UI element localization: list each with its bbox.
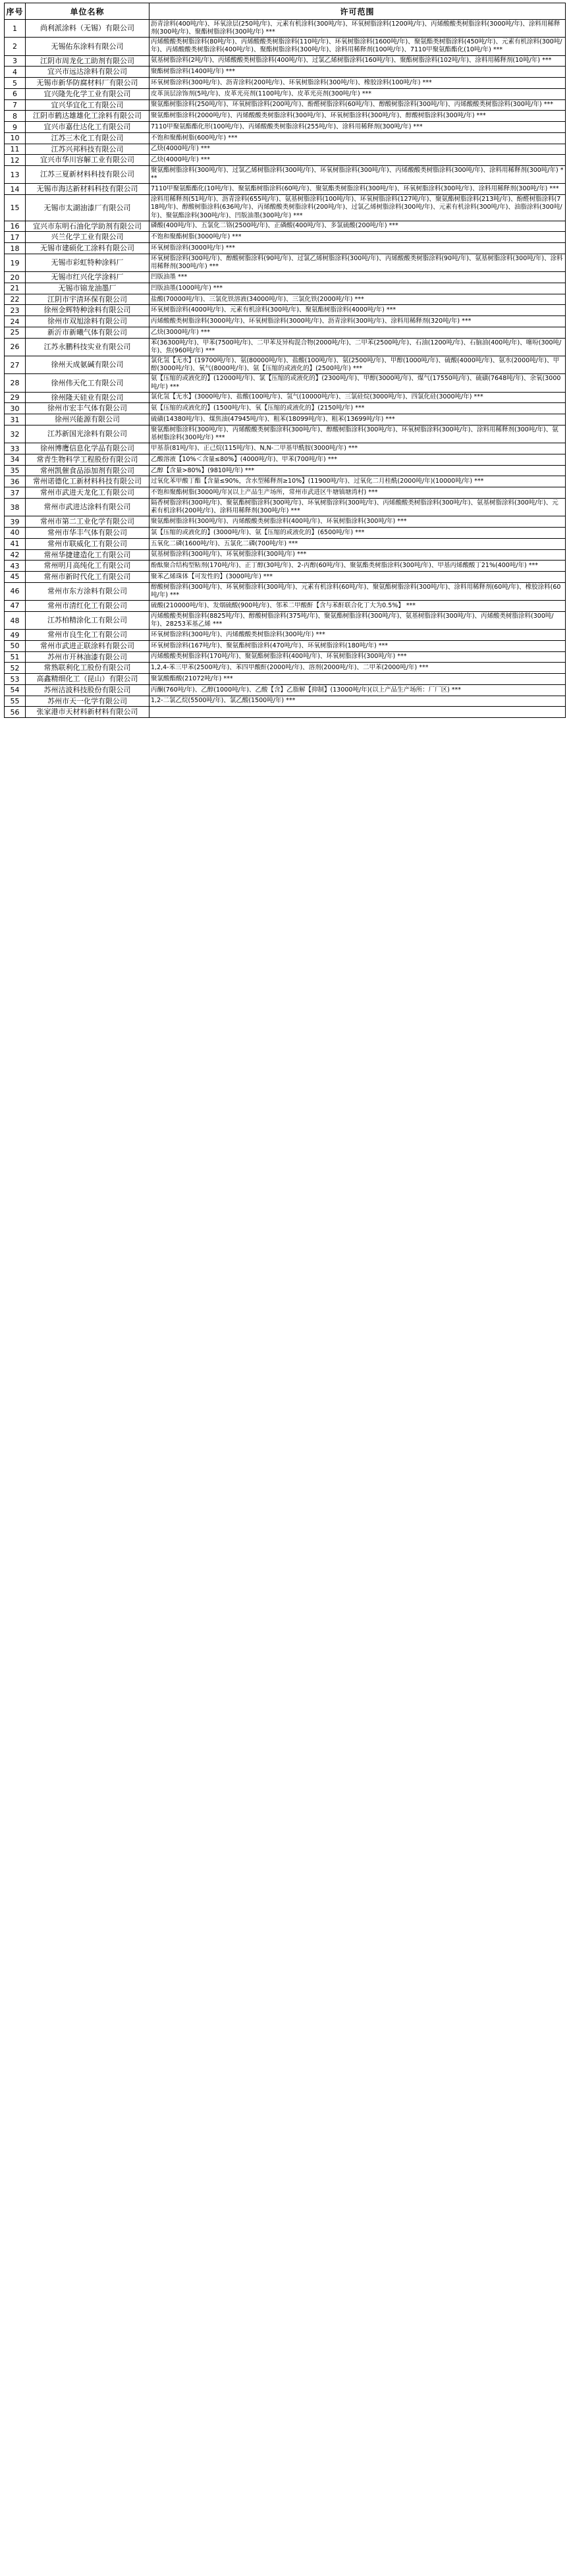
table-row xyxy=(5,601,566,612)
table-row xyxy=(5,195,566,221)
row-index: 3 xyxy=(5,55,26,67)
row-license-scope: 丙烯酸酸类树脂涂料(170吨/年)、聚氨酯树脂涂料(400吨/年)、环氧树脂涂料(300吨/年) *** xyxy=(149,651,566,663)
row-company-name: 苏州市天一化学有限公司 xyxy=(26,696,149,707)
column-header-company: 单位名称 xyxy=(26,3,149,20)
row-index: 28 xyxy=(5,374,26,392)
row-license-scope: 醇酸树脂涂料(300吨/年)、环氧树脂涂料(300吨/年)、元素有机涂料(60吨/年)、聚氨酯树脂涂料(300吨/年)、涂料用稀释剂(60吨/年)、橡胶涂料(60吨/年) *** xyxy=(149,582,566,600)
row-index: 7 xyxy=(5,99,26,111)
row-license-scope: 环氧树脂涂料(300吨/年)、沥青涂料(200吨/年)、环氧树脂涂料(300吨/年)、橡胶涂料(100吨/年) *** xyxy=(149,78,566,89)
row-index: 23 xyxy=(5,305,26,316)
row-index: 52 xyxy=(5,663,26,674)
table-row xyxy=(5,707,566,718)
row-index: 54 xyxy=(5,684,26,696)
row-license-scope: 过氧化苯甲酸丁酯【含量≤90%，含水型稀释剂≥10%】(11900吨/年)、过氧化二月桂酰(2000吨/年)(10000吨/年) *** xyxy=(149,476,566,487)
table-row xyxy=(5,316,566,327)
row-company-name: 江阴市周龙化工助剂有限公司 xyxy=(26,55,149,67)
table-row xyxy=(5,487,566,499)
document-page xyxy=(0,3,569,718)
table-row xyxy=(5,305,566,316)
row-index: 16 xyxy=(5,221,26,232)
row-index: 34 xyxy=(5,454,26,465)
row-license-scope: 氯化氢【无水】(19700吨/年)、氨(80000吨/年)、盐酸(100吨/年)、氨(2500吨/年)、甲醇(1000吨/年)、硫酸(4000吨/年)、氨水(2000吨/年)、甲醇(3000吨/年)、氧气(8000吨/年)、氨【压缩的或液化的】(2500吨/年) *** xyxy=(149,356,566,374)
table-row xyxy=(5,630,566,641)
row-license-scope: 沥青涂料(400吨/年)、环氧涂层(250吨/年)、元素有机涂料(300吨/年)、环氧树脂涂料(1200吨/年)、丙烯酸酸类树脂涂料(3000吨/年)、涂料用稀释剂(300吨/年)、聚酯树脂涂料(300吨/年) *** xyxy=(149,20,566,38)
row-company-name: 徐州伟天化工有限公司 xyxy=(26,374,149,392)
row-company-name: 常州市第二工业化学有限公司 xyxy=(26,516,149,528)
table-row xyxy=(5,338,566,356)
row-company-name: 无锡市红兴化学涂料厂 xyxy=(26,272,149,283)
row-license-scope: 聚氯酸酯酸(21072吨/年) *** xyxy=(149,674,566,685)
row-company-name: 无锡市建硕化工涂料有限公司 xyxy=(26,243,149,254)
row-company-name: 常熟联利化工股份有限公司 xyxy=(26,663,149,674)
row-index: 4 xyxy=(5,67,26,78)
row-index: 50 xyxy=(5,640,26,651)
row-index: 15 xyxy=(5,195,26,221)
row-license-scope: 聚苯乙烯珠体【可发性的】(3000吨/年) *** xyxy=(149,572,566,583)
row-company-name: 徐州兴能源有限公司 xyxy=(26,414,149,425)
row-index: 33 xyxy=(5,443,26,454)
row-license-scope: 隔香树脂涂料(300吨/年)、聚氨酯树脂涂料(300吨/年)、环氧树脂涂料(300吨/年)、丙烯酸酸类树脂涂料(300吨/年)、氨基树脂涂料(300吨/年)、元素有机涂料(200吨/年)、涂料用稀释剂(300吨/年) *** xyxy=(149,498,566,516)
row-company-name: 江苏永鹏科技实业有限公司 xyxy=(26,338,149,356)
row-license-scope: 乙炔(3000吨/年) *** xyxy=(149,327,566,338)
row-license-scope: 聚氨酯树脂涂料(300吨/年)、丙烯酸酸类树脂涂料(300吨/年)、醇酸树脂涂料(300吨/年)、环氧树脂涂料(300吨/年)、涂料用稀释剂(300吨/年)、氨基树脂涂料(300吨/年) *** xyxy=(149,425,566,443)
table-row xyxy=(5,651,566,663)
table-row xyxy=(5,663,566,674)
row-license-scope: 硫磺(14380吨/年)、煤焦油(47945吨/年)、粗苯(18099吨/年)、粗苯(13699吨/年) *** xyxy=(149,414,566,425)
row-company-name: 常州凯催食品添加剂有限公司 xyxy=(26,465,149,476)
row-company-name: 宜兴市嘉仕达化工有限公司 xyxy=(26,122,149,133)
table-row xyxy=(5,283,566,294)
row-index: 30 xyxy=(5,403,26,414)
table-row xyxy=(5,78,566,89)
table-body xyxy=(5,20,566,718)
row-license-scope: 不饱和聚酯树脂(3000吨/年)(以上产品生产场所，常州市武进区牛塘镇塘湾村) *** xyxy=(149,487,566,499)
table-row xyxy=(5,414,566,425)
row-company-name: 常州市良生化工有限公司 xyxy=(26,630,149,641)
table-row xyxy=(5,403,566,414)
table-row xyxy=(5,582,566,600)
row-index: 22 xyxy=(5,294,26,305)
table-row xyxy=(5,88,566,99)
table-row xyxy=(5,272,566,283)
row-company-name: 常州市武进正联涂料有限公司 xyxy=(26,640,149,651)
row-company-name: 徐州市双旭涂料有限公司 xyxy=(26,316,149,327)
row-company-name: 尚利派涂料（无锡）有限公司 xyxy=(26,20,149,38)
row-company-name: 宜兴市华川容解工业有限公司 xyxy=(26,155,149,166)
table-row xyxy=(5,38,566,55)
table-row xyxy=(5,294,566,305)
row-index: 35 xyxy=(5,465,26,476)
row-license-scope: 磷酸(400吨/年)、五氯化二铬(2500吨/年)、正磷酸(400吨/年)、多氯硫酸(200吨/年) *** xyxy=(149,221,566,232)
row-license-scope: 凹版油墨 *** xyxy=(149,272,566,283)
row-company-name: 无锡市海达新材料科技有限公司 xyxy=(26,184,149,195)
row-index: 24 xyxy=(5,316,26,327)
table-row xyxy=(5,232,566,243)
table-row xyxy=(5,356,566,374)
row-company-name: 江苏新国光涂料有限公司 xyxy=(26,425,149,443)
row-index: 45 xyxy=(5,572,26,583)
table-header-row xyxy=(5,3,566,20)
table-row xyxy=(5,674,566,685)
row-license-scope: 不饱和聚酯树脂(600吨/年) *** xyxy=(149,132,566,144)
table-row xyxy=(5,392,566,403)
table-row xyxy=(5,572,566,583)
row-index: 26 xyxy=(5,338,26,356)
row-index: 29 xyxy=(5,392,26,403)
row-license-scope: 涂料用稀释剂(51吨/年)、沥青涂料(655吨/年)、氨基树脂涂料(100吨/年)、环氧树脂涂料(127吨/年)、聚氨酯树脂涂料(213吨/年)、酚醛树脂涂料(718吨/年)、醇酸树脂涂料(636吨/年)、丙烯酸酸类树脂涂料(200吨/年)、过氯乙烯树脂涂料(300吨/年)、元素有机涂料(300吨/年)、油脂涂料(300吨/年)、聚氨酯涂料(300吨/年)、凹版油墨(300吨/年) *** xyxy=(149,195,566,221)
row-index: 46 xyxy=(5,582,26,600)
table-row xyxy=(5,425,566,443)
row-index: 53 xyxy=(5,674,26,685)
row-index: 10 xyxy=(5,132,26,144)
row-company-name: 江苏三木化工有限公司 xyxy=(26,132,149,144)
row-company-name: 常州市联威化工有限公司 xyxy=(26,538,149,549)
row-index: 39 xyxy=(5,516,26,528)
table-row xyxy=(5,184,566,195)
table-row xyxy=(5,327,566,338)
row-license-scope: 7110甲聚氨酯酯化形(100吨/年)、丙烯酸酸类树脂涂料(255吨/年)、涂料用稀释剂(300吨/年) *** xyxy=(149,122,566,133)
row-license-scope: 丙烯酸酸类树脂涂料(80吨/年)、丙烯酸酸类树脂涂料(110吨/年)、环氧树脂涂料(1600吨/年)、聚氨酯类树脂涂料(450吨/年)、元素有机涂料(300吨/年)、丙烯酸酸类树脂涂料(400吨/年)、聚酯树脂涂料(300吨/年)、涂料用稀释剂(100吨/年)、7110甲聚氨酯酯化(10吨/年) *** xyxy=(149,38,566,55)
row-license-scope: 氨基树脂涂料(300吨/年)、环氧树脂涂料(300吨/年) *** xyxy=(149,549,566,561)
row-company-name: 高鑫精细化工（昆山）有限公司 xyxy=(26,674,149,685)
row-company-name: 苏州市开林油漆有限公司 xyxy=(26,651,149,663)
row-company-name: 兴兰化学工业有限公司 xyxy=(26,232,149,243)
row-license-scope: 凹版油墨(1000吨/年) *** xyxy=(149,283,566,294)
table-row xyxy=(5,20,566,38)
row-company-name: 徐州金辉特种涂料有限公司 xyxy=(26,305,149,316)
row-index: 18 xyxy=(5,243,26,254)
row-index: 43 xyxy=(5,561,26,572)
row-company-name: 江苏柏精涂化工有限公司 xyxy=(26,611,149,629)
row-index: 1 xyxy=(5,20,26,38)
row-company-name: 常州市武进达涂料有限公司 xyxy=(26,498,149,516)
row-license-scope: 聚氨酯树脂涂料(250吨/年)、环氧树脂涂料(200吨/年)、酚醛树脂涂料(60吨/年)、醇酸树脂涂料(300吨/年)、丙烯酸酸类树脂涂料(300吨/年) *** xyxy=(149,99,566,111)
row-index: 13 xyxy=(5,166,26,184)
row-company-name: 张家港市天材料新材料有限公司 xyxy=(26,707,149,718)
row-company-name: 无锡市锦龙油墨厂 xyxy=(26,283,149,294)
license-table xyxy=(4,3,566,718)
row-company-name: 徐州博鹰信息化学品有限公司 xyxy=(26,443,149,454)
row-license-scope: 7110甲聚氨酯酯化(10吨/年)、聚氨酯树脂涂料(60吨/年)、聚氨酯类树脂涂料(300吨/年)、环氧树脂涂料(300吨/年)、涂料用稀释剂(300吨/年) *** xyxy=(149,184,566,195)
table-row xyxy=(5,111,566,122)
row-license-scope: 酚酞聚合结构型粘剂(170吨/年)、正丁醇(30吨/年)、2-丙醇(60吨/年)、聚氨酯类树脂涂料(300吨/年)、甲基丙烯酸酸丁21%(400吨/年) *** xyxy=(149,561,566,572)
table-row xyxy=(5,221,566,232)
row-license-scope: 环氧树脂涂料(167吨/年)、聚氨酯树脂涂料(470吨/年)、环氧树脂涂料(180吨/年) *** xyxy=(149,640,566,651)
row-company-name: 常州华捷建造化工有限公司 xyxy=(26,549,149,561)
row-index: 9 xyxy=(5,122,26,133)
row-company-name: 常州市新时代化工有限公司 xyxy=(26,572,149,583)
row-license-scope: 乙炔(4000吨/年) *** xyxy=(149,155,566,166)
table-row xyxy=(5,374,566,392)
row-company-name: 江阴市宇清环保有限公司 xyxy=(26,294,149,305)
row-index: 31 xyxy=(5,414,26,425)
row-index: 25 xyxy=(5,327,26,338)
row-company-name: 常州市东方涂料有限公司 xyxy=(26,582,149,600)
table-row xyxy=(5,528,566,539)
row-company-name: 徐州天成氨碱有限公司 xyxy=(26,356,149,374)
row-index: 8 xyxy=(5,111,26,122)
row-index: 14 xyxy=(5,184,26,195)
row-company-name: 徐州市宏丰气体有限公司 xyxy=(26,403,149,414)
table-row xyxy=(5,132,566,144)
row-license-scope: 氯化氢【无水】(3000吨/年)、盐酸(100吨/年)、氢气(10000吨/年)、三氯硅烷(3000吨/年)、四氯化硅(3000吨/年) *** xyxy=(149,392,566,403)
row-index: 36 xyxy=(5,476,26,487)
row-license-scope: 盐酸(70000吨/年)、三氯化铁溶液(34000吨/年)、三氯化铁(2000吨/年) *** xyxy=(149,294,566,305)
row-license-scope: 皮革顶层涂饰剂(5吨/年)、皮革光亮剂(1100吨/年)、皮革光亮剂(300吨/年) *** xyxy=(149,88,566,99)
row-company-name: 常州市清红化工有限公司 xyxy=(26,601,149,612)
row-index: 12 xyxy=(5,155,26,166)
table-row xyxy=(5,55,566,67)
table-row xyxy=(5,498,566,516)
table-row xyxy=(5,684,566,696)
column-header-index: 序号 xyxy=(5,3,26,20)
table-row xyxy=(5,640,566,651)
table-row xyxy=(5,443,566,454)
row-index: 51 xyxy=(5,651,26,663)
row-index: 32 xyxy=(5,425,26,443)
row-index: 48 xyxy=(5,611,26,629)
row-company-name: 无锡市新华防腐材料厂有限公司 xyxy=(26,78,149,89)
row-company-name: 苏州沽波科技股份有限公司 xyxy=(26,684,149,696)
row-license-scope: 环氧树脂涂料(300吨/年)、醇酸树脂涂料(90吨/年)、过氯乙烯树脂涂料(300吨/年)、丙烯酸酸类树脂涂料(90吨/年)、氨基树脂涂料(300吨/年)、涂料用稀释剂(300吨/年) *** xyxy=(149,254,566,271)
row-company-name: 江苏三夏新材料科技有限公司 xyxy=(26,166,149,184)
row-license-scope: 乙酸溶液【10%＜含量≤80%】(4000吨/年)、甲苯(700吨/年) *** xyxy=(149,454,566,465)
row-index: 47 xyxy=(5,601,26,612)
table-row xyxy=(5,243,566,254)
row-index: 6 xyxy=(5,88,26,99)
row-license-scope: 环氧树脂涂料(300吨/年)、丙烯酸酸类树脂涂料(300吨/年) *** xyxy=(149,630,566,641)
table-row xyxy=(5,254,566,271)
row-license-scope: 氨基树脂涂料(2吨/年)、丙烯酸酸类树脂涂料(400吨/年)、过氯乙烯树脂涂料(160吨/年)、聚酯树脂涂料(102吨/年)、涂料用稀释剂(10吨/年) *** xyxy=(149,55,566,67)
table-row xyxy=(5,144,566,155)
row-index: 5 xyxy=(5,78,26,89)
row-company-name: 徐州隆天硅业有限公司 xyxy=(26,392,149,403)
row-company-name: 江苏兴邦科技有限公司 xyxy=(26,144,149,155)
row-index: 37 xyxy=(5,487,26,499)
row-company-name: 新沂市新曦气体有限公司 xyxy=(26,327,149,338)
table-row xyxy=(5,561,566,572)
row-index: 41 xyxy=(5,538,26,549)
row-company-name: 常青生物科学工程股份有限公司 xyxy=(26,454,149,465)
table-row xyxy=(5,99,566,111)
table-row xyxy=(5,476,566,487)
row-license-scope: 乙炔(4000吨/年) *** xyxy=(149,144,566,155)
table-row xyxy=(5,454,566,465)
row-company-name: 常州市华丰气体有限公司 xyxy=(26,528,149,539)
row-company-name: 宜兴市远达涂料有限公司 xyxy=(26,67,149,78)
row-license-scope: 五氧化二磷(1600吨/年)、五氯化二磷(700吨/年) *** xyxy=(149,538,566,549)
row-license-scope: 丙烯酸酸类树脂涂料(8825吨/年)、醇酸树脂涂料(375吨/年)、聚氨酯树脂涂料(300吨/年)、氨基树脂涂料(300吨/年)、丙烯酸类树脂涂料(300吨/年)、28253苯基乙烯 *** xyxy=(149,611,566,629)
row-license-scope: 聚酯树脂涂料(1400吨/年) *** xyxy=(149,67,566,78)
row-license-scope: 苯(36300吨/年)、甲苯(7500吨/年)、二甲苯及异构混合物(2000吨/年)、二甲苯(2500吨/年)、石油(1200吨/年)、石脑油(400吨/年)、噻吩(300吨/年)、焦(960吨/年) *** xyxy=(149,338,566,356)
row-index: 42 xyxy=(5,549,26,561)
row-index: 17 xyxy=(5,232,26,243)
table-row xyxy=(5,696,566,707)
row-index: 11 xyxy=(5,144,26,155)
table-row xyxy=(5,549,566,561)
row-license-scope: 氨【压缩的或液化的】(1500吨/年)、氧【压缩的或液化的】(2150吨/年) *** xyxy=(149,403,566,414)
row-license-scope: 环氧树脂涂料(4000吨/年)、元素有机涂料(300吨/年)、聚氨酯树脂涂料(4000吨/年) *** xyxy=(149,305,566,316)
row-license-scope: 乙醇【含量>80%】(9810吨/年) *** xyxy=(149,465,566,476)
table-row xyxy=(5,166,566,184)
row-company-name: 常州明月高纯化工有限公司 xyxy=(26,561,149,572)
row-license-scope: 氨【压缩的或液化的】(12000吨/年)、氯【压缩的或液化的】(2300吨/年)、甲醇(3000吨/年)、煤气(17550吨/年)、硫磺(7648吨/年)、余氧(3000吨/年) *** xyxy=(149,374,566,392)
row-company-name: 常州市武进天龙化工有限公司 xyxy=(26,487,149,499)
row-license-scope xyxy=(149,707,566,718)
row-license-scope: 环氧树脂涂料(3000吨/年) *** xyxy=(149,243,566,254)
table-row xyxy=(5,538,566,549)
row-company-name: 江阴市鹤达雄雄化工涂料有限公司 xyxy=(26,111,149,122)
row-index: 20 xyxy=(5,272,26,283)
row-company-name: 无锡市太湖油漆厂有限公司 xyxy=(26,195,149,221)
row-license-scope: 1,2-二氯乙烷(5500吨/年)、氯乙酸(1500吨/年) *** xyxy=(149,696,566,707)
row-company-name: 宜兴市东明石油化学助剂有限公司 xyxy=(26,221,149,232)
row-license-scope: 聚氨酯树脂涂料(2000吨/年)、丙烯酸酸类树脂涂料(300吨/年)、环氧树脂涂料(300吨/年)、醇酸树脂涂料(300吨/年) *** xyxy=(149,111,566,122)
row-company-name: 无锡佑东涂料有限公司 xyxy=(26,38,149,55)
column-header-scope: 许可范围 xyxy=(149,3,566,20)
row-company-name: 宜兴华宜化工有限公司 xyxy=(26,99,149,111)
row-license-scope: 氯【压缩的或液化的】(3000吨/年)、氨【压缩的或液化的】(6500吨/年) *** xyxy=(149,528,566,539)
row-index: 49 xyxy=(5,630,26,641)
table-row xyxy=(5,122,566,133)
row-license-scope: 聚氨酯树脂涂料(300吨/年)、过氯乙烯树脂涂料(300吨/年)、环氧树脂涂料(300吨/年)、丙烯酸酸类树脂涂料(300吨/年)、涂料用稀释剂(300吨/年) *** xyxy=(149,166,566,184)
row-license-scope: 丙酮(760吨/年)、乙醇(1000吨/年)、乙酸【含】乙脂解【抑制】(13000吨/年)(以上产品生产场所：厂厂区) *** xyxy=(149,684,566,696)
row-index: 19 xyxy=(5,254,26,271)
table-row xyxy=(5,516,566,528)
row-company-name: 无锡市彩虹特种涂料厂 xyxy=(26,254,149,271)
row-index: 55 xyxy=(5,696,26,707)
row-company-name: 宜兴隆先化学工业有限公司 xyxy=(26,88,149,99)
row-company-name: 常州诺德化工新材料科技有限公司 xyxy=(26,476,149,487)
table-row xyxy=(5,611,566,629)
row-index: 40 xyxy=(5,528,26,539)
row-license-scope: 聚氨酯树脂涂料(300吨/年)、丙烯酸酸类树脂涂料(400吨/年)、环氧树脂涂料(300吨/年) *** xyxy=(149,516,566,528)
row-license-scope: 1,2,4-苯三甲苯(2500吨/年)、苯四甲酸酐(2000吨/年)、溶剂(2000吨/年)、二甲苯(2000吨/年) *** xyxy=(149,663,566,674)
row-license-scope: 硫酸(210000吨/年)、发烟硫酸(900吨/年)、邻苯二甲酸酐【含与苯酐联合化丁大为0.5%】 *** xyxy=(149,601,566,612)
row-index: 21 xyxy=(5,283,26,294)
row-index: 27 xyxy=(5,356,26,374)
table-row xyxy=(5,67,566,78)
table-row xyxy=(5,155,566,166)
row-license-scope: 不饱和聚酯树脂(3000吨/年) *** xyxy=(149,232,566,243)
row-index: 2 xyxy=(5,38,26,55)
row-license-scope: 丙烯酸酸类树脂涂料(3000吨/年)、环氧树脂涂料(3000吨/年)、沥青涂料(300吨/年)、涂料用稀释剂(320吨/年) *** xyxy=(149,316,566,327)
row-index: 56 xyxy=(5,707,26,718)
row-license-scope: 甲基萘(81吨/年)、正己烷(115吨/年)、N,N-二甲基甲酰胺(3000吨/年) *** xyxy=(149,443,566,454)
row-index: 38 xyxy=(5,498,26,516)
table-row xyxy=(5,465,566,476)
